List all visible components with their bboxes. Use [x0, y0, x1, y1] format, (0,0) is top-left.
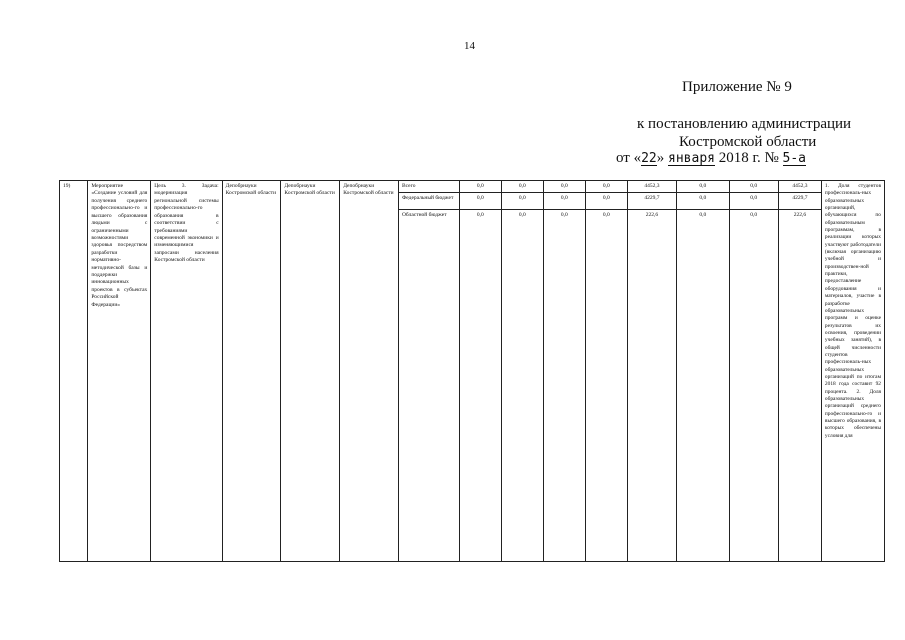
value-cell: 0,0: [459, 193, 501, 210]
source-label: Областной бюджет: [398, 210, 459, 562]
indicators-cell: 1. Доля студентов профессиональ-ных образовательных организаций, обучающихся по образовательным программам, в реализации которых участвуют работодатели (включая организацию учебной и производствен-ной практики, предоставление оборудования и материалов, участие в разработке образовательных программ и оценке результатов их освоения, проведении учебных занятий), в общей численности студентов профессиональ-ных образовательных организаций по итогам 2018 года составит 92 процента. 2. Доля образовательных организаций среднего профессионально-го и высшего образования, в которых обеспечены условия для: [821, 181, 884, 562]
page-number: 14: [464, 40, 475, 52]
program-table: [59, 180, 885, 562]
value-cell: 0,0: [677, 181, 729, 193]
value-cell: 0,0: [543, 181, 585, 193]
value-cell: 0,0: [585, 210, 627, 562]
date-year: 2018 г. №: [718, 150, 779, 166]
value-cell: 0,0: [729, 210, 778, 562]
goal-cell: Цель 3. Задача: модернизация региональной системы профессионально-го образования в соответствии с требованиями современной экономики и изменяющимися запросами населения Костромской области: [151, 181, 222, 562]
resolution-line: к постановлению администрации: [637, 116, 852, 132]
value-cell: 4452,3: [778, 181, 821, 193]
date-day: 22: [641, 151, 657, 166]
participant-cell: Депобрнауки Костромской области: [340, 181, 399, 562]
row-number: 19): [60, 181, 88, 562]
value-cell: 222,6: [778, 210, 821, 562]
table-row: [60, 181, 885, 193]
value-cell: 0,0: [677, 210, 729, 562]
value-cell: 0,0: [729, 181, 778, 193]
value-cell: 0,0: [585, 193, 627, 210]
source-label: Федеральный бюджет: [398, 193, 459, 210]
value-cell: 0,0: [459, 210, 501, 562]
value-cell: 0,0: [543, 193, 585, 210]
value-cell: 0,0: [585, 181, 627, 193]
value-cell: 0,0: [501, 210, 543, 562]
region-line: Костромской области: [679, 134, 817, 150]
date-month: января: [668, 151, 715, 166]
appendix-title: Приложение № 9: [682, 79, 792, 95]
date-prefix: от «: [616, 150, 642, 166]
value-cell: 0,0: [501, 181, 543, 193]
value-cell: 0,0: [501, 193, 543, 210]
value-cell: 4229,7: [627, 193, 676, 210]
value-cell: 222,6: [627, 210, 676, 562]
date-line: [616, 150, 806, 167]
date-mid: »: [656, 150, 665, 166]
value-cell: 0,0: [543, 210, 585, 562]
value-cell: 4452,3: [627, 181, 676, 193]
value-cell: 0,0: [677, 193, 729, 210]
source-label: Всего: [398, 181, 459, 193]
value-cell: 0,0: [729, 193, 778, 210]
coexecutor-cell: Депобрнауки Костромской области: [281, 181, 340, 562]
executor-cell: Депобрнауки Костромской области: [222, 181, 281, 562]
event-cell: Мероприятие «Создание условий для получения среднего профессионально-го и высшего образования людьми с ограниченными возможностями здоровья посредством разработки нормативно-методической базы и поддержки инновационных проектов в субъектах Российской Федерации»: [88, 181, 151, 562]
value-cell: 4229,7: [778, 193, 821, 210]
value-cell: 0,0: [459, 181, 501, 193]
document-number: 5-а: [782, 151, 806, 166]
